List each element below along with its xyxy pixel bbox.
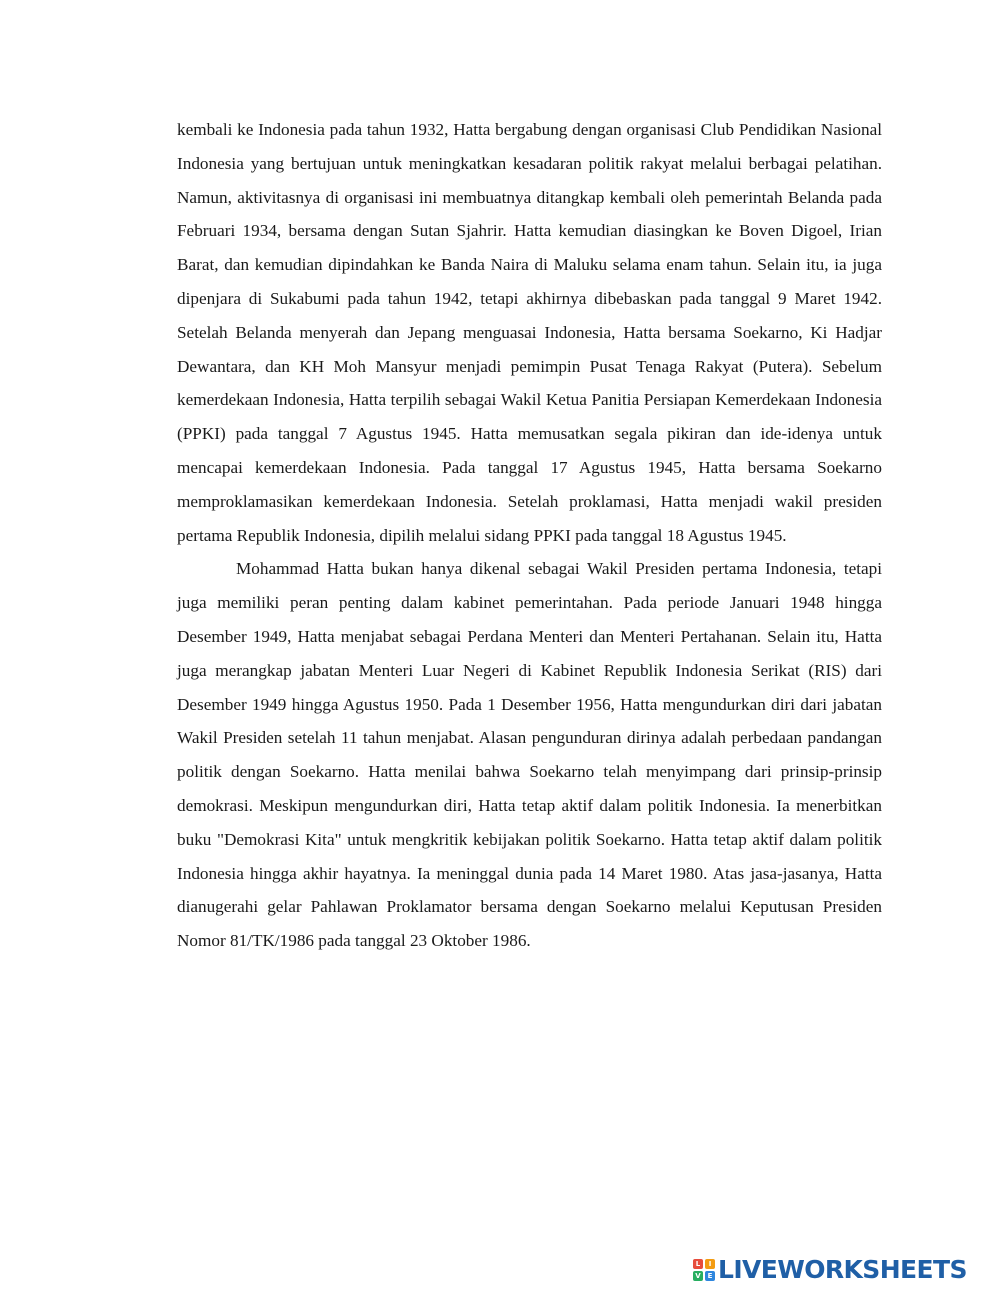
brand-name: LIVEWORKSHEETS — [718, 1255, 967, 1284]
logo-tile-e: E — [705, 1271, 715, 1281]
liveworksheets-logo-icon — [693, 1259, 715, 1281]
paragraph-2: Mohammad Hatta bukan hanya dikenal sebagai Wakil Presiden pertama Indonesia, tetapi juga memiliki peran penting dalam kabinet pemerintahan. Pada periode Januari 1948 hingga Desember 1949, Hatta menjabat sebagai Perdana Menteri dan Menteri Pertahanan. Selain itu, Hatta juga merangkap jabatan Menteri Luar Negeri di Kabinet Republik Indonesia Serikat (RIS) dari Desember 1949 hingga Agustus 1950. Pada 1 Desember 1956, Hatta mengundurkan diri dari jabatan Wakil Presiden setelah 11 tahun menjabat. Alasan pengunduran dirinya adalah perbedaan pandangan politik dengan Soekarno. Hatta menilai bahwa Soekarno telah menyimpang dari prinsip-prinsip demokrasi. Meskipun mengundurkan diri, Hatta tetap aktif dalam politik Indonesia. Ia menerbitkan buku "Demokrasi Kita" untuk mengkritik kebijakan politik Soekarno. Hatta tetap aktif dalam politik Indonesia hingga akhir hayatnya. Ia meninggal dunia pada 14 Maret 1980. Atas jasa-jasanya, Hatta dianugerahi gelar Pahlawan Proklamator bersama dengan Soekarno melalui Keputusan Presiden Nomor 81/TK/1986 pada tanggal 23 Oktober 1986. — [177, 559, 882, 951]
paragraph-1: kembali ke Indonesia pada tahun 1932, Hatta bergabung dengan organisasi Club Pendidikan Nasional Indonesia yang bertujuan untuk meningkatkan kesadaran politik rakyat melalui berbagai pelatihan. Namun, aktivitasnya di organisasi ini membuatnya ditangkap kembali oleh pemerintah Belanda pada Februari 1934, bersama dengan Sutan Sjahrir. Hatta kemudian diasingkan ke Boven Digoel, Irian Barat, dan kemudian dipindahkan ke Banda Naira di Maluku selama enam tahun. Selain itu, ia juga dipenjara di Sukabumi pada tahun 1942, tetapi akhirnya dibebaskan pada tanggal 9 Maret 1942. Setelah Belanda menyerah dan Jepang menguasai Indonesia, Hatta bersama Soekarno, Ki Hadjar Dewantara, dan KH Moh Mansyur menjadi pemimpin Pusat Tenaga Rakyat (Putera). Sebelum kemerdekaan Indonesia, Hatta terpilih sebagai Wakil Ketua Panitia Persiapan Kemerdekaan Indonesia (PPKI) pada tanggal 7 Agustus 1945. Hatta memusatkan segala pikiran dan ide-idenya untuk mencapai kemerdekaan Indonesia. Pada tanggal 17 Agustus 1945, Hatta bersama Soekarno memproklamasikan kemerdekaan Indonesia. Setelah proklamasi, Hatta menjadi wakil presiden pertama Republik Indonesia, dipilih melalui sidang PPKI pada tanggal 18 Agustus 1945. — [177, 120, 882, 545]
logo-tile-i: I — [705, 1259, 715, 1269]
document-body — [177, 113, 882, 958]
logo-tile-v: V — [693, 1271, 703, 1281]
liveworksheets-watermark — [693, 1255, 967, 1285]
logo-tile-l: L — [693, 1259, 703, 1269]
